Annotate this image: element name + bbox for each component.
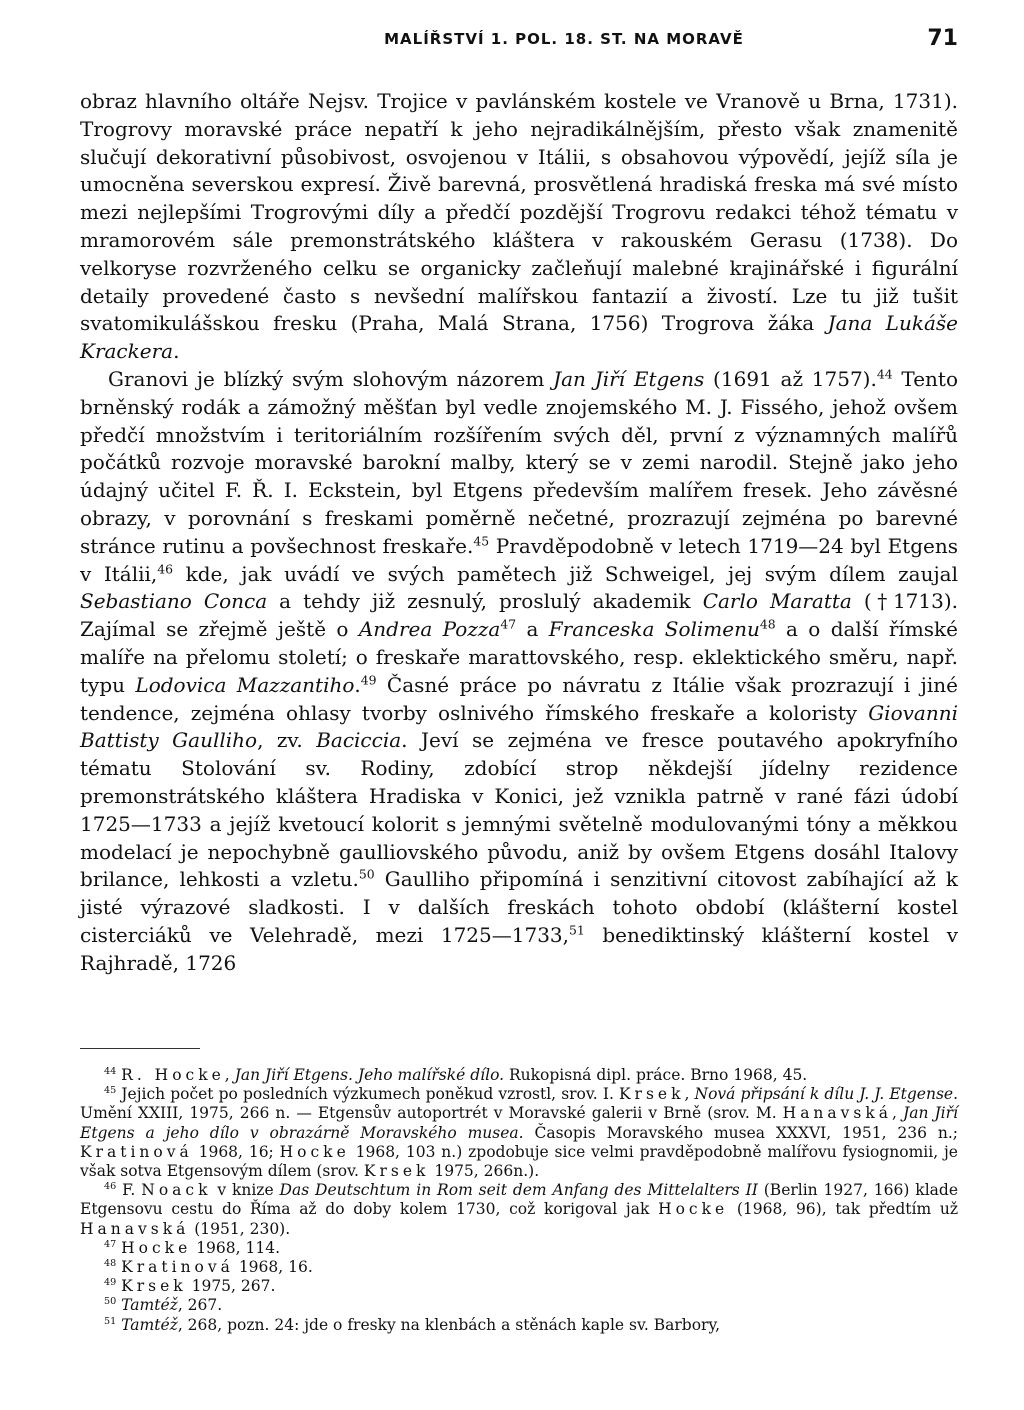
work-title: Jan Jiří Etgens a jeho dílo v obrazárně Moravského musea. xyxy=(80,1104,959,1142)
text-run: . xyxy=(354,672,361,697)
footnote-50 xyxy=(80,1296,958,1315)
person-name: Giovanni Battisty Gaulliho xyxy=(80,700,958,753)
footnote-number: 48 xyxy=(104,1257,117,1269)
author-name: Kratinová xyxy=(80,1142,193,1161)
text-run: 1968, 103 n.) zpodobuje sice velmi pravděpodobně malířovu fysiognomii, je však sotva Etgensovým dílem (srov. xyxy=(80,1142,958,1181)
text-run: Časné práce po návratu z Itálie však prozrazují i jiné tendence, zejména ohlasy tvorby oslnivého římského freskaře a koloristy xyxy=(80,672,958,725)
text-run: Časopis Moravského musea XXXVI, 1951, 236 n.; xyxy=(523,1123,958,1142)
footnote-ref[interactable]: 47 xyxy=(500,616,517,632)
text-run: v knize xyxy=(211,1181,280,1200)
person-name: Franceska Solimenu xyxy=(548,617,760,642)
page-number: 71 xyxy=(927,26,958,51)
author-name: Krsek xyxy=(121,1277,187,1296)
text-run: a xyxy=(516,617,549,642)
text-run: a o další římské malíře na přelomu století; o freskaře marattovského, resp. eklektického směru, např. typu xyxy=(80,617,958,697)
text-run: (1691 až 1757). xyxy=(704,366,877,391)
author-name: Hanavská xyxy=(80,1219,190,1238)
author-name: Hocke xyxy=(121,1238,192,1257)
footnote-ref[interactable]: 49 xyxy=(360,672,377,688)
text-run: , zv. xyxy=(257,728,317,753)
running-header xyxy=(80,26,958,54)
footnote-number: 45 xyxy=(104,1085,117,1097)
text-run: (†1713). Zajímal se zřejmě ještě o xyxy=(80,589,959,642)
footnote-number: 46 xyxy=(104,1181,117,1193)
text-run: 1975, 266n.). xyxy=(429,1162,540,1181)
person-name: Jan Jiří Etgens xyxy=(553,366,705,391)
main-text xyxy=(80,88,958,978)
footnotes xyxy=(80,1066,958,1335)
footnote-44 xyxy=(80,1066,958,1085)
text-run: obraz hlavního oltáře Nejsv. Trojice v pavlánském kostele ve Vranově u Brna, 1731). Trogrovy moravské práce nepatří k jeho nejradikálnějším, přesto však znamenitě slučují dekorativní působivost, osvojenou v Itálii, s obsahovou výpovědí, jejíž síla je umocněna severskou expresí. Živě barevná, prosvětlená hradiská freska má své místo mezi nejlepšími Trogrovými díly a předčí pozdější Trogrovu redakci téhož tématu v mramorovém sále premonstrátského kláštera v rakouském Gerasu (1738). Do velkoryse rozvrženého celku se organicky začleňují malebné krajinářské i figurální detaily provedené často s nevšední malířskou fantazií a živostí. Lze tu již tušit svatomikulášskou fresku (Praha, Malá Strana, 1756) Trogrova žáka xyxy=(80,89,958,336)
footnote-number: 50 xyxy=(104,1296,117,1308)
text-run: a tehdy již zesnulý, proslulý akademik xyxy=(267,589,703,614)
footnote-ref[interactable]: 50 xyxy=(358,866,375,882)
footnote-number: 47 xyxy=(104,1238,117,1250)
author-name: Hocke xyxy=(658,1200,729,1219)
footnote-49 xyxy=(80,1277,958,1296)
footnote-number: 51 xyxy=(104,1315,117,1327)
running-title: MALÍŘSTVÍ 1. POL. 18. ST. NA MORAVĚ xyxy=(384,30,744,48)
paragraph-2 xyxy=(80,366,958,978)
text-run: Jejich počet po posledních výzkumech poněkud vzrostl, srov. I. xyxy=(116,1085,619,1104)
text-run: , 268, pozn. 24: jde o fresky na klenbách a stěnách kaple sv. Barbory, xyxy=(177,1315,721,1334)
author-name: Hanavská xyxy=(782,1104,892,1123)
footnote-ref[interactable]: 48 xyxy=(759,616,776,632)
text-run: . Jeví se zejména ve fresce poutavého apokryfního tématu Stolování sv. Rodiny, zdobící strop někdejší jídelny rezidence premonstrátského kláštera Hradiska v Konici, jež vznikla patrně v rané fázi údobí 1725—1733 a jejíž kvetoucí kolorit s jemnými světelně modulovanými tóny a měkkou modelací je nepochybně gaulliovského původu, aniž by ovšem Etgens dosáhl Italovy brilance, lehkosti a vzletu. xyxy=(80,728,958,892)
footnote-number: 44 xyxy=(104,1065,117,1077)
footnote-number: 49 xyxy=(104,1277,117,1289)
text-run: Tento brněnský rodák a zámožný měšťan byl vedle znojemského M. J. Fisséhо, jehož ovšem předčí množstvím i teritoriálním rozšířením svých děl, první z významných malířů počátků rozvoje moravské barokní malby, který se v zemi narodil. Stejně jako jeho údajný učitel F. Ř. I. Eckstein, byl Etgens především malířem fresek. Jeho závěsné obrazy, v porovnání s freskami poměrně nečetné, prozrazují zejména po barevné stránce rutinu a povšechnost freskaře. xyxy=(80,366,958,558)
footnote-divider xyxy=(80,1048,200,1049)
author-name: Hocke xyxy=(279,1142,350,1161)
work-title: Jan Jiří Etgens. Jeho malířské dílo. xyxy=(234,1066,505,1084)
footnote-ref[interactable]: 46 xyxy=(157,560,174,576)
footnote-ref[interactable]: 51 xyxy=(569,922,585,938)
person-name: Sebastiano Conca xyxy=(80,589,268,614)
text-run: 1968, 114. xyxy=(191,1238,281,1257)
footnote-ref[interactable]: 44 xyxy=(876,366,893,382)
text-run: (Berlin 1927, 166) klade Etgensovu cestu do Říma až do doby kolem 1730, což korigoval jak xyxy=(80,1181,958,1219)
work-title: Tamtéž xyxy=(121,1315,178,1334)
person-name: Carlo Maratta xyxy=(702,589,852,614)
text-run: benediktinský klášterní kostel v Rajhradě, 1726 xyxy=(80,922,958,975)
work-title: Tamtéž xyxy=(121,1296,178,1315)
person-name: Baciccia xyxy=(316,728,402,753)
person-name: Lodovica Mazzantiho xyxy=(135,672,355,697)
text-run: 1968, 16; xyxy=(192,1142,280,1161)
text-run: , xyxy=(892,1104,903,1123)
text-run: Pravděpodobně v letech 1719—24 byl Etgens v Itálii, xyxy=(80,533,958,586)
text-run: (1968, 96), tak předtím už xyxy=(728,1200,958,1219)
footnote-47 xyxy=(80,1239,958,1258)
author-name: Krsek xyxy=(363,1162,430,1181)
footnote-51 xyxy=(80,1316,958,1335)
author-name: Noack xyxy=(141,1181,212,1200)
text-run: Gaulliho připomíná i senzitivní citovost zabíhající až k jisté výrazové sladkosti. I v dalších freskách tohoto období (klášterní kostel cisterciáků ve Velehradě, mezi 1725—1733, xyxy=(80,867,958,947)
footnote-48 xyxy=(80,1258,958,1277)
work-title: Das Deutschtum in Rom seit dem Anfang des Mittelalters II xyxy=(279,1181,758,1200)
paragraph-1 xyxy=(80,88,958,366)
author-name: R. Hocke xyxy=(121,1066,225,1084)
text-run: 1968, 16. xyxy=(233,1258,313,1277)
text-run: , 267. xyxy=(177,1296,223,1315)
person-name: Jana Lukáše Krackera xyxy=(80,311,958,364)
text-run: Rukopisná dipl. práce. Brno 1968, 45. xyxy=(504,1066,808,1084)
work-title: Nová připsání k dílu J. J. Etgense. xyxy=(694,1085,959,1104)
footnote-ref[interactable]: 45 xyxy=(473,533,490,549)
text-run: . xyxy=(173,339,180,364)
text-run: (1951, 230). xyxy=(189,1219,291,1238)
text-run: Umění XXIII, 1975, 266 n. — Etgensův autoportrét v Moravské galerii v Brně (srov. M. xyxy=(80,1104,783,1123)
author-name: Kratinová xyxy=(121,1258,234,1277)
text-run: kde, jak uvádí ve svých pamětech již Schweigel, jej svým dílem zaujal xyxy=(173,561,958,586)
text-run: , xyxy=(684,1085,695,1104)
text-run: , xyxy=(224,1066,235,1084)
footnote-46 xyxy=(80,1181,958,1239)
text-run: 1975, 267. xyxy=(186,1277,276,1296)
text-run: Granovi je blízký svým slohovým názorem xyxy=(108,366,554,391)
author-name: Krsek xyxy=(618,1085,685,1104)
footnote-45 xyxy=(80,1085,958,1181)
text-run: F. xyxy=(116,1181,142,1200)
person-name: Andrea Pozza xyxy=(358,617,501,642)
